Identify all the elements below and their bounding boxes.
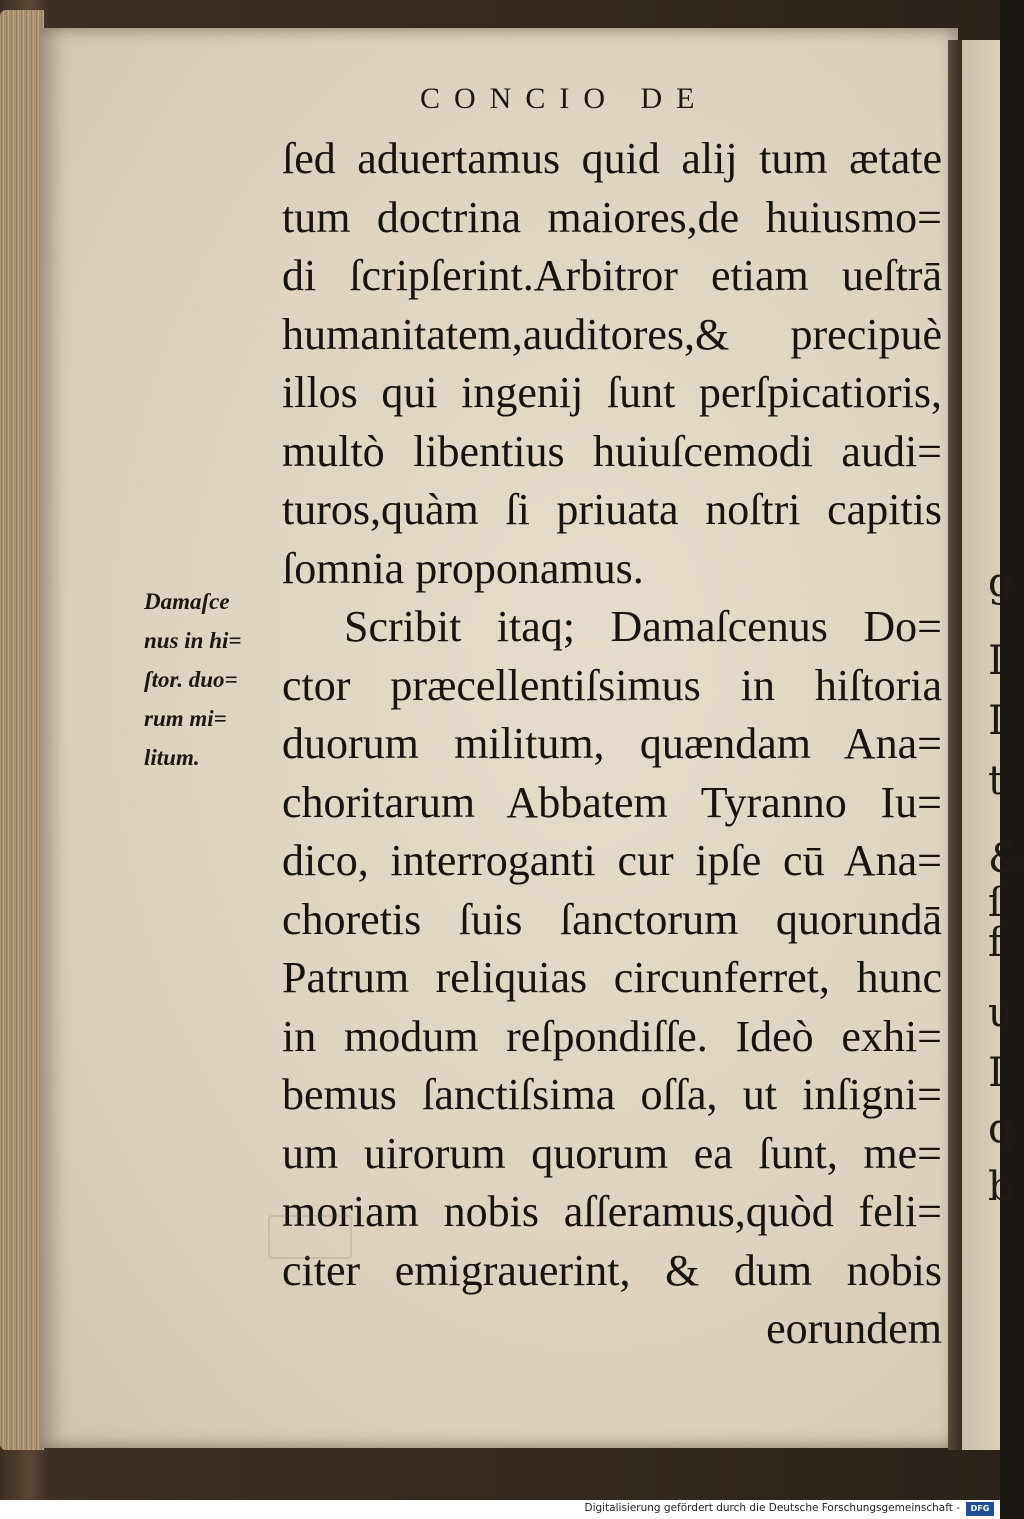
- text-line: choretis ſuis ſanctorum quorundā: [282, 894, 942, 944]
- text-line: ſomnia proponamus.: [282, 543, 644, 593]
- text-line: duorum militum, quændam Ana=: [282, 719, 942, 768]
- marginal-line: Damaſce: [144, 589, 230, 614]
- facing-page-letter: q: [988, 1106, 1014, 1152]
- text-line: choritarum Abbatem Tyranno Iu=: [282, 777, 942, 827]
- facing-page-letter: &: [988, 836, 1024, 882]
- facing-page-letter: g: [988, 560, 1014, 606]
- text-line: ctor præcellentiſsimus in hiſtoria: [282, 660, 942, 710]
- marginal-note: [144, 582, 284, 777]
- text-line: Scribit itaq; Damaſcenus Do=: [344, 602, 942, 651]
- text-line: illos qui ingenij ſunt perſpicatioris,: [282, 368, 942, 417]
- text-line: Patrum reliquias circunferret, hunc: [282, 953, 942, 1002]
- text-line: dico, interroganti cur ipſe cū Ana=: [282, 836, 942, 885]
- facing-page-letter: b: [988, 1164, 1014, 1210]
- text-line: di ſcripſerint.Arbitror etiam ueſtrā: [282, 251, 942, 300]
- facing-page-letter: I: [988, 638, 1004, 684]
- page-edges: [0, 10, 44, 1450]
- marginal-line: nus in hi=: [144, 628, 242, 653]
- facing-page-edge: [962, 40, 1024, 1450]
- funding-credit: Digitalisierung gefördert durch die Deutsche Forschungsgemeinschaft -: [584, 1502, 960, 1514]
- text-line: citer emigrauerint, & dum nobis: [282, 1245, 942, 1295]
- dfg-logo: DFG: [966, 1502, 994, 1516]
- text-line: moriam nobis aſſeramus,quòd feli=: [282, 1187, 942, 1236]
- text-line: tum doctrina maiores,de huiusmo=: [282, 192, 942, 242]
- facing-page-letter: I: [988, 1050, 1004, 1096]
- text-line: humanitatem,auditores,& precipuè: [282, 309, 942, 359]
- text-line: bemus ſanctiſsima oſſa, ut inſigni=: [282, 1070, 942, 1119]
- text-line: turos,quàm ſi priuata noſtri capitis: [282, 485, 942, 534]
- facing-page-letter: ſ: [988, 880, 1003, 926]
- facing-page-letter: f: [988, 920, 1003, 966]
- footer-bar: [0, 1500, 1000, 1519]
- text-line: multò libentius huiuſcemodi audi=: [282, 426, 942, 476]
- marginal-line: ſtor. duo=: [144, 667, 238, 692]
- text-line: ſed aduertamus quid alij tum ætate: [282, 134, 942, 183]
- facing-page-letter: u: [988, 990, 1014, 1036]
- text-line: um uirorum quorum ea ſunt, me=: [282, 1128, 942, 1178]
- bleed-through-mark: [268, 1215, 352, 1259]
- facing-page-letter: I: [988, 698, 1004, 744]
- running-header: CONCIO DE: [420, 82, 709, 115]
- body-text: [282, 130, 942, 1359]
- facing-page-letter: t: [988, 758, 1005, 804]
- text-line: in modum reſpondiſſe. Ideò exhi=: [282, 1011, 942, 1061]
- marginal-line: rum mi=: [144, 706, 227, 731]
- marginal-line: litum.: [144, 745, 200, 770]
- catchword: eorundem: [766, 1304, 942, 1353]
